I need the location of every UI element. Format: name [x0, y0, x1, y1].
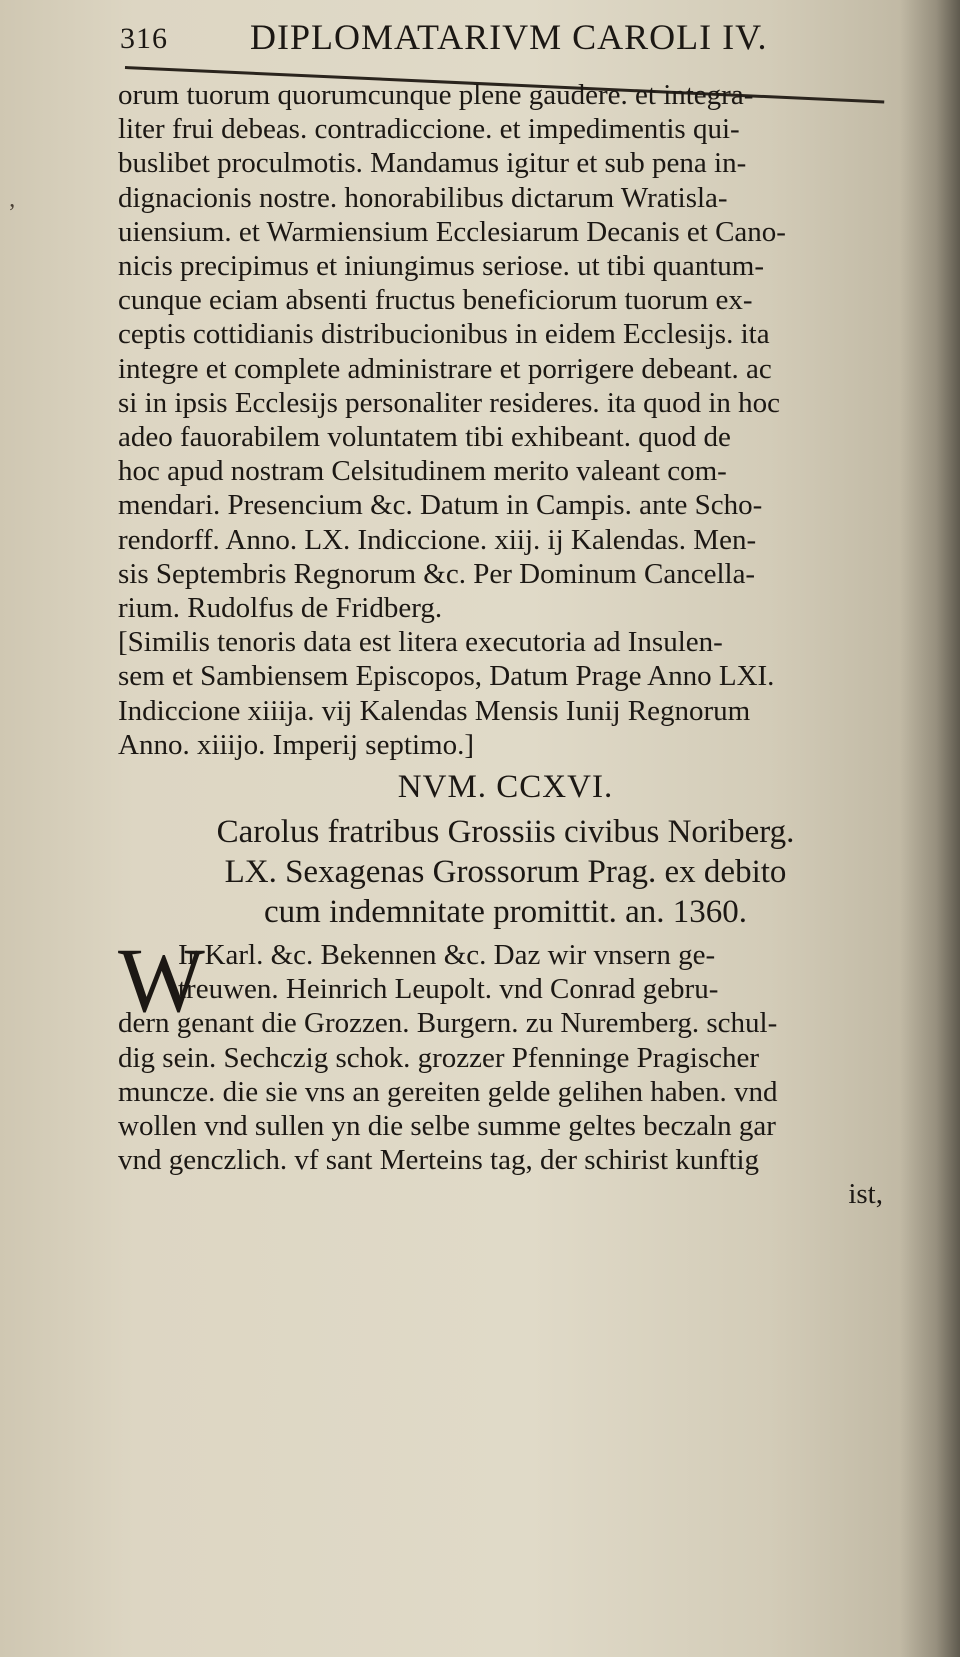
charter-text	[118, 929, 893, 1212]
section-number: NVM. CCXVI.	[397, 769, 614, 806]
summary-line: LX. Sexagenas Grossorum Prag. ex debito	[224, 854, 787, 891]
text-line: integre et complete administrare et porrigere debeant. ac	[118, 352, 772, 385]
text-body	[118, 78, 893, 1212]
text-line: treuwen. Heinrich Leupolt. vnd Conrad gebru-	[178, 973, 719, 1006]
charter-summary	[118, 812, 893, 932]
text-line: [Similis tenoris data est litera executoria ad Insulen-	[118, 626, 723, 659]
text-line: mendari. Presencium &c. Datum in Campis. ante Scho-	[118, 489, 763, 522]
page-gutter-shadow	[900, 0, 960, 1657]
text-line: nicis precipimus et iniungimus seriose. ut tibi quantum-	[118, 250, 764, 283]
text-line: ceptis cottidianis distribucionibus in eidem Ecclesijs. ita	[118, 318, 770, 351]
text-line: Indiccione xiiija. vij Kalendas Mensis Iunij Regnorum	[118, 694, 751, 727]
text-line: cunque eciam absenti fructus beneficiorum tuorum ex-	[118, 284, 753, 317]
summary-line: Carolus fratribus Grossiis civibus Noriberg.	[216, 814, 795, 851]
text-line: Ir Karl. &c. Bekennen &c. Daz wir vnsern ge-	[178, 939, 716, 972]
text-line: adeo fauorabilem voluntatem tibi exhibeant. quod de	[118, 421, 731, 454]
text-line: wollen vnd sullen yn die selbe summe geltes beczaln gar	[118, 1110, 776, 1143]
text-line: Anno. xiiijo. Imperij septimo.]	[118, 728, 475, 761]
text-line: rium. Rudolfus de Fridberg.	[118, 592, 443, 625]
text-line: muncze. die sie vns an gereiten gelde gelihen haben. vnd	[118, 1075, 778, 1108]
running-title: DIPLOMATARIVM CAROLI IV.	[250, 17, 768, 57]
text-line: uiensium. et Warmiensium Ecclesiarum Decanis et Cano-	[118, 215, 786, 248]
drop-cap-initial: W	[118, 929, 205, 1032]
text-line: si in ipsis Ecclesijs personaliter resideres. ita quod in hoc	[118, 386, 781, 419]
text-line: sis Septembris Regnorum &c. Per Dominum Cancella-	[118, 557, 756, 590]
text-line: rendorff. Anno. LX. Indiccione. xiij. ij Kalendas. Men-	[118, 523, 757, 556]
margin-mark: ’	[8, 200, 16, 226]
text-line: sem et Sambiensem Episcopos, Datum Prage Anno LXI.	[118, 660, 775, 693]
page-number: 316	[120, 22, 168, 55]
summary-line: cum indemnitate promittit. an. 1360.	[264, 894, 747, 931]
bracketed-note	[118, 625, 893, 762]
text-line: vnd genczlich. vf sant Merteins tag, der schirist kunftig	[118, 1144, 760, 1177]
catchword: ist,	[848, 1178, 883, 1211]
text-line: dignacionis nostre. honorabilibus dictarum Wratisla-	[118, 181, 728, 214]
text-line: liter frui debeas. contradiccione. et impedimentis qui-	[118, 113, 740, 146]
previous-charter-ending	[118, 78, 893, 625]
running-header	[120, 10, 920, 70]
text-line: hoc apud nostram Celsitudinem merito valeant com-	[118, 455, 727, 488]
text-line: buslibet proculmotis. Mandamus igitur et sub pena in-	[118, 147, 747, 180]
text-line: dern genant die Grozzen. Burgern. zu Nuremberg. schul-	[118, 1007, 778, 1040]
text-line: orum tuorum quorumcunque plene gaudere. et integra-	[118, 79, 754, 111]
text-line: dig sein. Sechczig schok. grozzer Pfenninge Pragischer	[118, 1041, 760, 1074]
